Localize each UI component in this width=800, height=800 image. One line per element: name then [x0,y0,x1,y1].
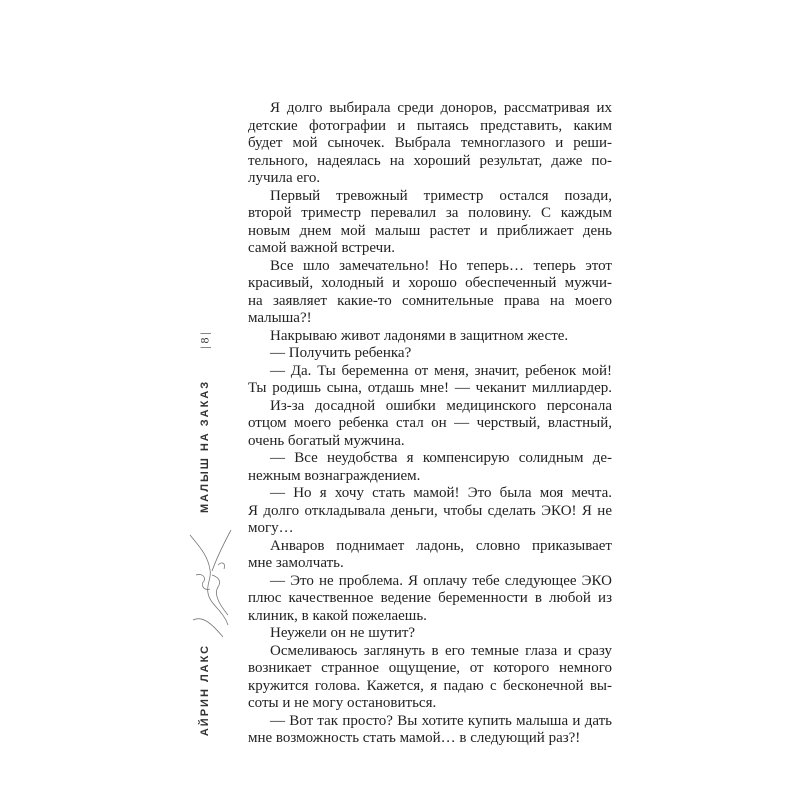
text-line: Осмеливаюсь заглянуть в его темные глаза и сразу [270,642,612,659]
text-line: Неужели он не шутит? [270,625,416,641]
text-line: отцом моего ребенка стал он — черствый, властный, [248,415,612,431]
text-line: очень богатый мужчина. [248,432,405,449]
kissing-faces-line-art-icon [188,515,233,640]
text-line: мне возможность стать мамой… в следующий раз?! [248,730,581,746]
text-line: плюс качественное ведение беременности в любой из [248,590,612,606]
text-line: красивый, холодный и хорошо обеспеченный мужчи- [248,275,612,291]
text-line: Первый тревожный триместр остался позади, [270,187,612,204]
text-line: — Но я хочу стать мамой! Это была моя мечта. [270,485,612,501]
text-line: новым днем мой малыш растет и приближает день [248,222,612,239]
text-line: — Да. Ты беременна от меня, значит, ребенок мой! [270,362,612,379]
text-line: Накрываю живот ладонями в защитном жесте. [270,327,569,344]
text-line: соты и не могу остановиться. [248,695,437,711]
text-line: возникает странное ощущение, от которого немного [248,660,612,676]
text-line: Я долго откладывала деньги, чтобы сделать ЭКО! Я не [248,502,612,519]
text-line: лучила его. [248,170,321,186]
text-line: малыша?! [248,310,312,326]
text-line: — Это не проблема. Я оплачу тебе следующее ЭКО [270,572,612,589]
text-line: мне замолчать. [248,555,344,571]
text-line: могу… [248,520,294,536]
text-line: Ты родишь сына, отдашь мне! — чеканит миллиардер. [248,380,612,396]
text-line: будет мой сыночек. Выбрала темноглазого и реши- [248,135,612,151]
page-number: | 8 | [197,332,212,349]
text-line: второй триместр перевалил за половину. С каждым [248,205,612,221]
text-line: Из-за досадной ошибки медицинского персонала [270,397,612,414]
running-head-title: МАЛЫШ НА ЗАКАЗ [199,379,211,513]
text-line: — Получить ребенка? [270,345,412,361]
text-line: кружится голова. Кажется, я падаю с бесконечной вы- [248,677,612,694]
text-line: Я долго выбирала среди доноров, рассматривая их [270,100,612,116]
text-line: нежным вознаграждением. [248,467,421,484]
text-line: — Вот так просто? Вы хотите купить малыша и дать [270,712,612,729]
text-line: Все шло замечательно! Но теперь… теперь этот [270,257,612,274]
text-line: тельного, надеялась на хороший результат, даже по- [248,152,612,169]
text-line: на заявляет какие-то сомнительные права на моего [248,292,612,309]
text-line: клиник, в какой пожелаешь. [248,607,427,624]
running-head-author: АЙРИН ЛАКС [199,643,211,737]
text-line: самой важной встречи. [248,240,395,256]
text-line: — Все неудобства я компенсирую солидным де- [270,450,612,466]
text-line: детские фотографии и пытаясь представить, каким [248,117,612,134]
body-text [248,100,612,748]
text-line: Анваров поднимает ладонь, словно приказывает [270,537,612,554]
